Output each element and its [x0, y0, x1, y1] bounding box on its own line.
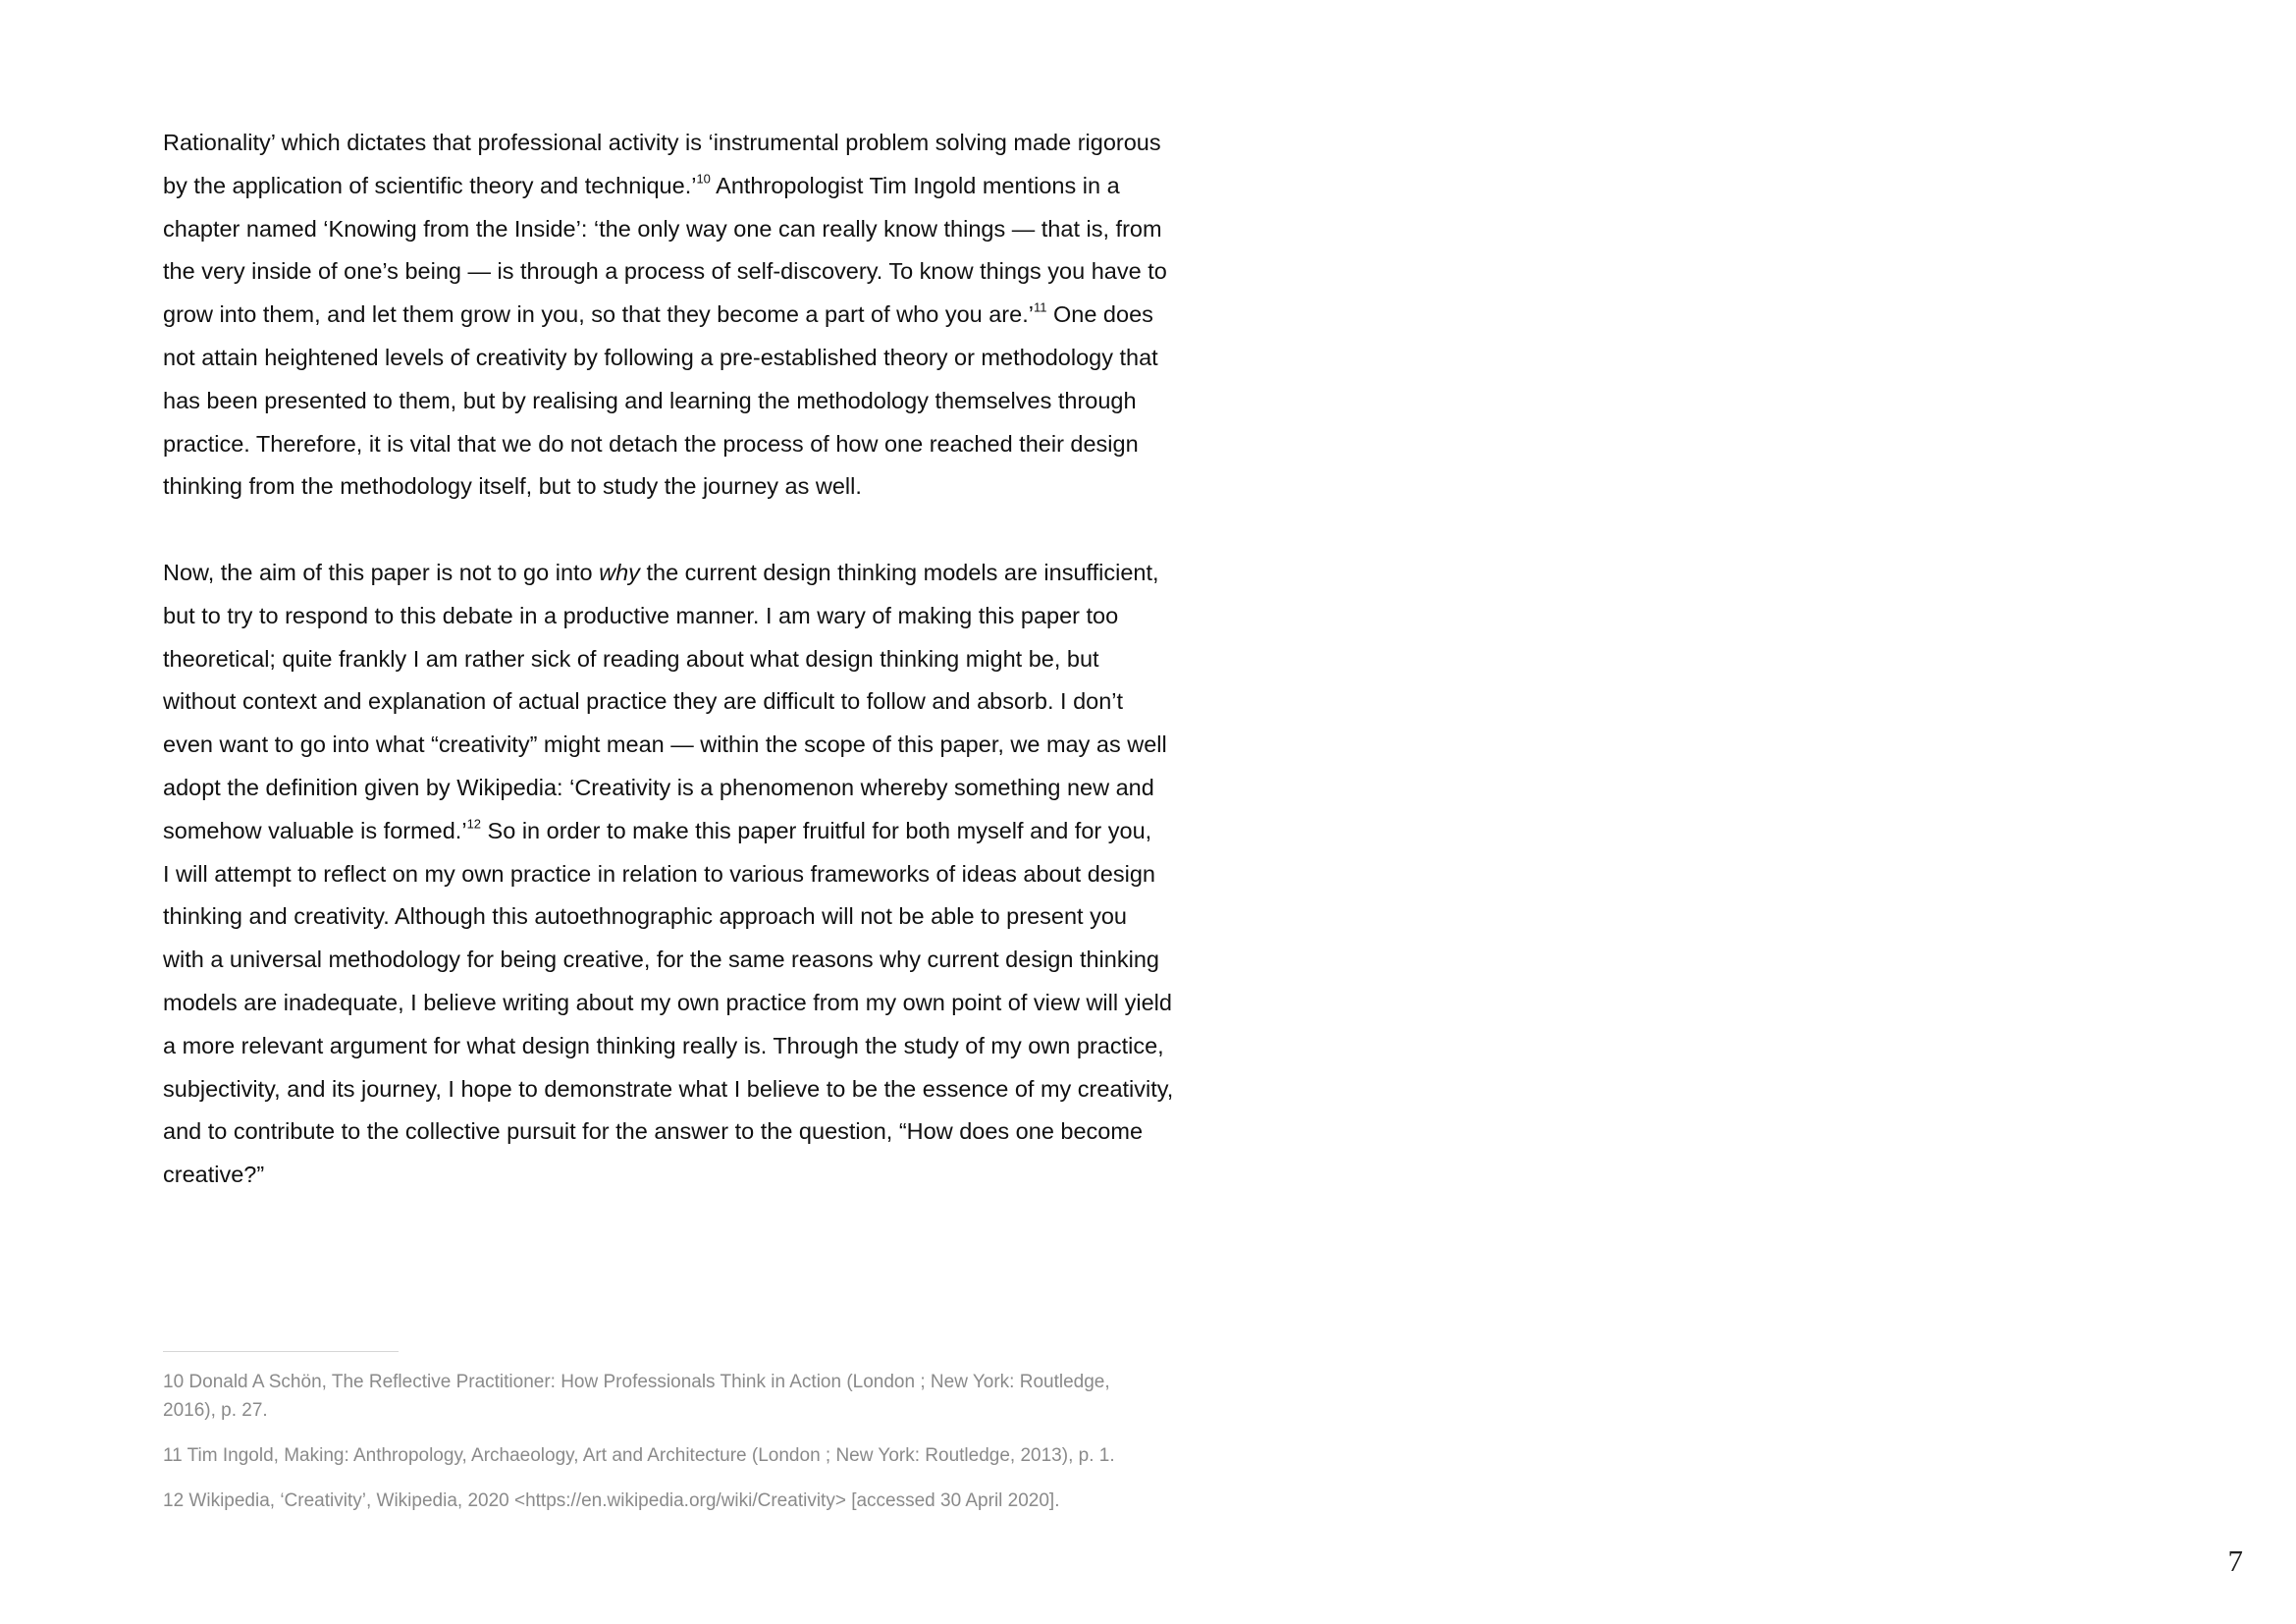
footnote-ref-11[interactable]: 11 — [1033, 299, 1047, 315]
body-line: Rationality’ which dictates that professional activity is ‘instrumental problem solving made rigorous — [163, 130, 1161, 155]
body-line: but to try to respond to this debate in a productive manner. I am wary of making this paper too — [163, 602, 1119, 628]
paragraph-gap — [163, 509, 1253, 552]
footnote-10 — [163, 1368, 1253, 1425]
body-line: theoretical; quite frankly I am rather sick of reading about what design thinking might be, but — [163, 645, 1099, 672]
body-line — [163, 810, 1253, 853]
body-line: models are inadequate, I believe writing about my own practice from my own point of view will yield — [163, 989, 1172, 1015]
body-line: creative?” — [163, 1162, 265, 1188]
body-line: practice. Therefore, it is vital that we do not detach the process of how one reached their design — [163, 430, 1139, 457]
body-line: chapter named ‘Knowing from the Inside’: ‘the only way one can really know things — that is, from — [163, 215, 1162, 242]
footnotes — [163, 1368, 1253, 1532]
body-text-run: the current design thinking models are insufficient, — [639, 559, 1159, 585]
footnote-ref-12[interactable]: 12 — [466, 816, 482, 832]
body-text-run: One does — [1046, 301, 1153, 328]
body-line: the very inside of one’s being — is through a process of self-discovery. To know things you have to — [163, 258, 1167, 285]
body-line: with a universal methodology for being creative, for the same reasons why current design thinking — [163, 947, 1159, 973]
body-text-run: grow into them, and let them grow in you, so that they become a part of who you are.’ — [163, 301, 1034, 328]
footnote-12 — [163, 1487, 1253, 1515]
body-line: a more relevant argument for what design thinking really is. Through the study of my own practice, — [163, 1032, 1164, 1058]
body-line: thinking from the methodology itself, but to study the journey as well. — [163, 473, 862, 500]
body-text-run: Now, the aim of this paper is not to go into — [163, 559, 600, 585]
page-number: 7 — [2227, 1543, 2243, 1578]
footnote-line: 10 Donald A Schön, The Reflective Practitioner: How Professionals Think in Action (London ; New York: Routledge, — [163, 1372, 1110, 1392]
body-line: adopt the definition given by Wikipedia: ‘Creativity is a phenomenon whereby something new and — [163, 774, 1154, 800]
footnote-line: 12 Wikipedia, ‘Creativity’, Wikipedia, 2020 <https://en.wikipedia.org/wiki/Creativity> [accessed 30 April 2020]. — [163, 1490, 1060, 1511]
body-line: without context and explanation of actual practice they are difficult to follow and absorb. I don’t — [163, 688, 1124, 715]
body-text-run: So in order to make this paper fruitful for both myself and for you, — [481, 817, 1152, 843]
body-line: has been presented to them, but by realising and learning the methodology themselves through — [163, 387, 1137, 413]
body-line — [163, 294, 1253, 337]
footnote-line: 2016), p. 27. — [163, 1400, 268, 1421]
body-text-run: somehow valuable is formed.’ — [163, 817, 467, 843]
body-text — [163, 122, 1253, 1197]
body-line: subjectivity, and its journey, I hope to demonstrate what I believe to be the essence of my creativity, — [163, 1075, 1174, 1102]
body-line: thinking and creativity. Although this autoethnographic approach will not be able to present you — [163, 903, 1127, 930]
body-line: not attain heightened levels of creativity by following a pre-established theory or methodology that — [163, 344, 1158, 370]
body-line: even want to go into what “creativity” might mean — within the scope of this paper, we may as well — [163, 731, 1167, 758]
footnote-11 — [163, 1441, 1253, 1470]
body-text-run: Anthropologist Tim Ingold mentions in a — [710, 172, 1120, 198]
body-line — [163, 165, 1253, 208]
footnote-ref-10[interactable]: 10 — [696, 171, 711, 187]
footnote-line: 11 Tim Ingold, Making: Anthropology, Archaeology, Art and Architecture (London ; New York: Routledge, 2013), p. 1. — [163, 1445, 1115, 1466]
body-text-run: by the application of scientific theory and technique.’ — [163, 172, 697, 198]
body-line: I will attempt to reflect on my own practice in relation to various frameworks of ideas about design — [163, 860, 1155, 887]
emphasis-why: why — [599, 559, 640, 585]
footnote-divider — [163, 1351, 399, 1352]
body-line — [163, 552, 1253, 595]
body-line: and to contribute to the collective pursuit for the answer to the question, “How does one become — [163, 1118, 1144, 1145]
